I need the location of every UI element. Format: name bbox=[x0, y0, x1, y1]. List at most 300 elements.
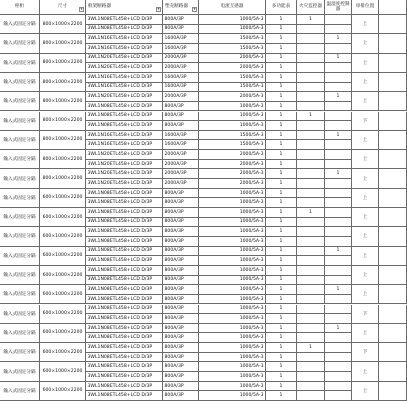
current-transformer-cell: 1000/5A-3 bbox=[199, 218, 266, 228]
position-cell: 上 bbox=[352, 15, 379, 34]
header-cabinet-type-label: 柜桁 bbox=[14, 4, 25, 10]
meter-cell: 1 bbox=[266, 256, 297, 266]
humidity-controller-cell bbox=[325, 150, 352, 160]
extra-cell bbox=[379, 73, 407, 92]
cabinet-size-cell: 800×1000×2200 bbox=[40, 15, 86, 34]
frame-breaker-cell: 3WL1N20ETL458+LCD D/3P bbox=[86, 169, 163, 179]
meter-cell: 1 bbox=[266, 169, 297, 179]
meter-cell: 1 bbox=[266, 112, 297, 122]
extra-cell bbox=[379, 34, 407, 53]
cabinet-type-cell: 输入式固定分隔 bbox=[0, 92, 40, 111]
frame-breaker-cell: 3WL1N08ETL458+LCD D/3P bbox=[86, 285, 163, 295]
meter-cell: 1 bbox=[266, 179, 297, 189]
header-frame-breaker-label: 框架断路器 bbox=[88, 4, 111, 10]
mccb-cell: 1600A/3P bbox=[163, 34, 199, 44]
extra-cell bbox=[379, 324, 407, 343]
extra-cell bbox=[379, 247, 407, 266]
current-transformer-cell: 1000/5A-3 bbox=[199, 314, 266, 324]
fire-monitor-cell bbox=[297, 102, 325, 112]
fire-monitor-cell bbox=[297, 54, 325, 64]
position-cell: 下 bbox=[352, 305, 379, 324]
cabinet-type-cell: 输入式固定分隔 bbox=[0, 169, 40, 188]
header-size-label: 尺寸 bbox=[57, 4, 68, 10]
meter-cell: 1 bbox=[266, 353, 297, 363]
position-cell: 上 bbox=[352, 247, 379, 266]
fire-monitor-cell bbox=[297, 362, 325, 372]
frame-breaker-cell: 3WL1N08ETL458+LCD D/3P bbox=[86, 276, 163, 286]
position-cell: 上 bbox=[352, 131, 379, 150]
header-fire-monitor bbox=[297, 0, 325, 15]
humidity-controller-cell bbox=[325, 382, 352, 392]
fire-monitor-cell bbox=[297, 285, 325, 295]
fire-monitor-cell bbox=[297, 63, 325, 73]
fire-monitor-cell bbox=[297, 333, 325, 343]
humidity-controller-cell bbox=[325, 112, 352, 122]
current-transformer-cell: 1000/5A-3 bbox=[199, 198, 266, 208]
cabinet-size-cell: 800×1000×2200 bbox=[40, 92, 86, 111]
position-cell: 上 bbox=[352, 34, 379, 53]
cabinet-size-cell: 600×1000×2200 bbox=[40, 305, 86, 324]
cabinet-size-cell: 800×1000×2200 bbox=[40, 112, 86, 131]
frame-breaker-cell: 3WL1N08ETL458+LCD D/3P bbox=[86, 256, 163, 266]
humidity-controller-cell bbox=[325, 372, 352, 382]
fire-monitor-cell bbox=[297, 83, 325, 93]
meter-cell: 1 bbox=[266, 83, 297, 93]
current-transformer-cell: 1000/5A-3 bbox=[199, 121, 266, 131]
frame-breaker-cell: 3WL1N08ETL458+LCD D/3P bbox=[86, 208, 163, 218]
humidity-controller-cell bbox=[325, 160, 352, 170]
current-transformer-cell: 1000/5A-3 bbox=[199, 112, 266, 122]
frame-breaker-cell: 3WL1N08ETL458+LCD D/3P bbox=[86, 25, 163, 35]
header-size bbox=[40, 0, 86, 15]
fire-monitor-cell bbox=[297, 295, 325, 305]
mccb-cell: 800A/3P bbox=[163, 25, 199, 35]
meter-cell: 1 bbox=[266, 218, 297, 228]
mccb-cell: 800A/3P bbox=[163, 305, 199, 315]
meter-cell: 1 bbox=[266, 102, 297, 112]
header-frame-breaker bbox=[86, 0, 163, 15]
mccb-cell: 800A/3P bbox=[163, 256, 199, 266]
humidity-controller-cell bbox=[325, 140, 352, 150]
humidity-controller-cell bbox=[325, 276, 352, 286]
current-transformer-cell: 1000/5A-3 bbox=[199, 276, 266, 286]
frame-breaker-cell: 3WL1N08ETL458+LCD D/3P bbox=[86, 324, 163, 334]
meter-cell: 1 bbox=[266, 295, 297, 305]
humidity-controller-cell: 1 bbox=[325, 324, 352, 334]
frame-breaker-cell: 3WL1N08ETL458+LCD D/3P bbox=[86, 112, 163, 122]
fire-monitor-cell bbox=[297, 150, 325, 160]
cabinet-type-cell: 输入式固定分隔 bbox=[0, 285, 40, 304]
meter-cell: 1 bbox=[266, 237, 297, 247]
fire-monitor-cell bbox=[297, 121, 325, 131]
meter-cell: 1 bbox=[266, 382, 297, 392]
header-current-transformer-label: 电流互感器 bbox=[220, 4, 244, 10]
meter-cell: 1 bbox=[266, 189, 297, 199]
meter-cell: 1 bbox=[266, 63, 297, 73]
fire-monitor-cell bbox=[297, 256, 325, 266]
meter-cell: 1 bbox=[266, 150, 297, 160]
position-cell: 上 bbox=[352, 92, 379, 111]
fire-monitor-cell: 1 bbox=[297, 112, 325, 122]
extra-cell bbox=[379, 150, 407, 169]
position-cell: 上 bbox=[352, 73, 379, 92]
mccb-cell: 800A/3P bbox=[163, 102, 199, 112]
fire-monitor-cell bbox=[297, 353, 325, 363]
mccb-cell: 800A/3P bbox=[163, 247, 199, 257]
mccb-cell: 800A/3P bbox=[163, 266, 199, 276]
cabinet-size-cell: 600×1000×2200 bbox=[40, 208, 86, 227]
header-cabinet-type bbox=[0, 0, 40, 15]
fire-monitor-cell bbox=[297, 237, 325, 247]
meter-cell: 1 bbox=[266, 198, 297, 208]
cabinet-size-cell: 600×1000×2200 bbox=[40, 362, 86, 381]
current-transformer-cell: 1000/5A-3 bbox=[199, 391, 266, 401]
meter-cell: 1 bbox=[266, 247, 297, 257]
position-cell: 上 bbox=[352, 54, 379, 73]
mccb-cell: 800A/3P bbox=[163, 362, 199, 372]
current-transformer-cell: 1000/5A-3 bbox=[199, 189, 266, 199]
humidity-controller-cell bbox=[325, 198, 352, 208]
mccb-cell: 800A/3P bbox=[163, 333, 199, 343]
meter-cell: 1 bbox=[266, 92, 297, 102]
current-transformer-cell: 1500/5A-3 bbox=[199, 140, 266, 150]
extra-cell bbox=[379, 131, 407, 150]
current-transformer-cell: 1000/5A-3 bbox=[199, 247, 266, 257]
mccb-cell: 800A/3P bbox=[163, 295, 199, 305]
current-transformer-cell: 2000/5A-3 bbox=[199, 150, 266, 160]
cabinet-type-cell: 输入式固定分隔 bbox=[0, 324, 40, 343]
mccb-cell: 1600A/3P bbox=[163, 44, 199, 54]
current-transformer-cell: 1500/5A-3 bbox=[199, 131, 266, 141]
frame-breaker-cell: 3WL1N16ETL458+LCD D/3P bbox=[86, 44, 163, 54]
current-transformer-cell: 1000/5A-3 bbox=[199, 256, 266, 266]
current-transformer-cell: 2000/5A-3 bbox=[199, 169, 266, 179]
meter-cell: 1 bbox=[266, 25, 297, 35]
current-transformer-cell: 2000/5A-3 bbox=[199, 92, 266, 102]
meter-cell: 1 bbox=[266, 333, 297, 343]
meter-cell: 1 bbox=[266, 362, 297, 372]
frame-breaker-cell: 3WL1N20ETL458+LCD D/3P bbox=[86, 150, 163, 160]
humidity-controller-cell bbox=[325, 44, 352, 54]
mccb-cell: 800A/3P bbox=[163, 276, 199, 286]
header-fire-monitor-label: 火灾监控器 bbox=[299, 4, 322, 10]
position-cell: 上 bbox=[352, 208, 379, 227]
extra-cell bbox=[379, 227, 407, 246]
current-transformer-cell: 1500/5A-3 bbox=[199, 44, 266, 54]
mccb-cell: 2000A/3P bbox=[163, 150, 199, 160]
current-transformer-cell: 1000/5A-3 bbox=[199, 324, 266, 334]
meter-cell: 1 bbox=[266, 121, 297, 131]
mccb-cell: 2000A/3P bbox=[163, 179, 199, 189]
cabinet-size-cell: 600×1000×2200 bbox=[40, 343, 86, 362]
humidity-controller-cell: 1 bbox=[325, 247, 352, 257]
humidity-controller-cell bbox=[325, 237, 352, 247]
current-transformer-cell: 1000/5A-3 bbox=[199, 15, 266, 25]
fire-monitor-cell bbox=[297, 179, 325, 189]
current-transformer-cell: 1000/5A-3 bbox=[199, 382, 266, 392]
extra-cell bbox=[379, 362, 407, 381]
meter-cell: 1 bbox=[266, 34, 297, 44]
meter-cell: 1 bbox=[266, 343, 297, 353]
cabinet-type-cell: 输入式固定分隔 bbox=[0, 227, 40, 246]
frame-breaker-cell: 3WL1N16ETL458+LCD D/3P bbox=[86, 83, 163, 93]
cabinet-size-cell: 800×1000×2200 bbox=[40, 150, 86, 169]
position-cell: 上 bbox=[352, 227, 379, 246]
extra-cell bbox=[379, 305, 407, 324]
extra-cell bbox=[379, 189, 407, 208]
position-cell: 下 bbox=[352, 112, 379, 131]
fire-monitor-cell bbox=[297, 372, 325, 382]
current-transformer-cell: 1500/5A-3 bbox=[199, 83, 266, 93]
humidity-controller-cell bbox=[325, 218, 352, 228]
mccb-cell: 800A/3P bbox=[163, 112, 199, 122]
frame-breaker-cell: 3WL1N08ETL458+LCD D/3P bbox=[86, 343, 163, 353]
cabinet-size-cell: 600×1000×2200 bbox=[40, 266, 86, 285]
frame-breaker-cell: 3WL1N08ETL458+LCD D/3P bbox=[86, 333, 163, 343]
cabinet-size-cell: 800×1000×2200 bbox=[40, 73, 86, 92]
cabinet-type-cell: 输入式固定分隔 bbox=[0, 247, 40, 266]
header-position bbox=[352, 0, 379, 15]
extra-cell bbox=[379, 92, 407, 111]
humidity-controller-cell: 1 bbox=[325, 34, 352, 44]
cabinet-type-cell: 输入式固定分隔 bbox=[0, 54, 40, 73]
frame-breaker-cell: 3WL1N08ETL458+LCD D/3P bbox=[86, 218, 163, 228]
frame-breaker-cell: 3WL1N08ETL458+LCD D/3P bbox=[86, 266, 163, 276]
cabinet-size-cell: 600×1000×2200 bbox=[40, 382, 86, 401]
mccb-cell: 2000A/3P bbox=[163, 54, 199, 64]
cabinet-size-cell: 800×1000×2200 bbox=[40, 131, 86, 150]
frame-breaker-cell: 3WL1N20ETL458+LCD D/3P bbox=[86, 179, 163, 189]
cabinet-type-cell: 输入式固定分隔 bbox=[0, 15, 40, 34]
frame-breaker-cell: 3WL1N16ETL458+LCD D/3P bbox=[86, 34, 163, 44]
current-transformer-cell: 1000/5A-3 bbox=[199, 353, 266, 363]
cabinet-size-cell: 600×1000×2200 bbox=[40, 324, 86, 343]
fire-monitor-cell bbox=[297, 160, 325, 170]
filter-dropdown-icon[interactable]: ▾ bbox=[157, 7, 160, 11]
mccb-cell: 1600A/3P bbox=[163, 73, 199, 83]
cabinet-size-cell: 600×1000×2200 bbox=[40, 227, 86, 246]
humidity-controller-cell bbox=[325, 189, 352, 199]
meter-cell: 1 bbox=[266, 285, 297, 295]
fire-monitor-cell bbox=[297, 73, 325, 83]
mccb-cell: 800A/3P bbox=[163, 189, 199, 199]
fire-monitor-cell bbox=[297, 266, 325, 276]
cabinet-type-cell: 输入式固定分隔 bbox=[0, 189, 40, 208]
humidity-controller-cell bbox=[325, 295, 352, 305]
mccb-cell: 2000A/3P bbox=[163, 160, 199, 170]
meter-cell: 1 bbox=[266, 15, 297, 25]
header-mccb-label: 塑壳断路器 bbox=[165, 4, 188, 10]
mccb-cell: 2000A/3P bbox=[163, 63, 199, 73]
mccb-cell: 800A/3P bbox=[163, 237, 199, 247]
header-current-transformer bbox=[199, 0, 266, 15]
extra-cell bbox=[379, 112, 407, 131]
current-transformer-cell: 1000/5A-3 bbox=[199, 343, 266, 353]
humidity-controller-cell bbox=[325, 227, 352, 237]
meter-cell: 1 bbox=[266, 54, 297, 64]
fire-monitor-cell: 1 bbox=[297, 15, 325, 25]
header-multifunction-meter-label: 多功能表 bbox=[271, 4, 291, 10]
filter-dropdown-icon[interactable]: ▾ bbox=[80, 7, 83, 11]
current-transformer-cell: 2000/5A-3 bbox=[199, 160, 266, 170]
fire-monitor-cell bbox=[297, 34, 325, 44]
header-humidity-controller-label: 温湿度控制器 bbox=[326, 1, 350, 12]
current-transformer-cell: 2000/5A-3 bbox=[199, 63, 266, 73]
position-cell: 上 bbox=[352, 189, 379, 208]
header-mccb bbox=[163, 0, 199, 15]
extra-cell bbox=[379, 169, 407, 188]
cabinet-type-cell: 输入式固定分隔 bbox=[0, 343, 40, 362]
fire-monitor-cell bbox=[297, 131, 325, 141]
humidity-controller-cell bbox=[325, 333, 352, 343]
humidity-controller-cell bbox=[325, 102, 352, 112]
cabinet-size-cell: 600×1000×2200 bbox=[40, 285, 86, 304]
humidity-controller-cell bbox=[325, 353, 352, 363]
extra-cell bbox=[379, 208, 407, 227]
meter-cell: 1 bbox=[266, 208, 297, 218]
meter-cell: 1 bbox=[266, 227, 297, 237]
humidity-controller-cell bbox=[325, 179, 352, 189]
humidity-controller-cell bbox=[325, 208, 352, 218]
mccb-cell: 800A/3P bbox=[163, 343, 199, 353]
meter-cell: 1 bbox=[266, 131, 297, 141]
humidity-controller-cell bbox=[325, 83, 352, 93]
current-transformer-cell: 1000/5A-3 bbox=[199, 227, 266, 237]
frame-breaker-cell: 3WL1N08ETL458+LCD D/3P bbox=[86, 237, 163, 247]
cabinet-size-cell: 600×1000×2200 bbox=[40, 189, 86, 208]
extra-cell bbox=[379, 382, 407, 401]
mccb-cell: 800A/3P bbox=[163, 353, 199, 363]
mccb-cell: 800A/3P bbox=[163, 382, 199, 392]
humidity-controller-cell bbox=[325, 266, 352, 276]
frame-breaker-cell: 3WL1N08ETL458+LCD D/3P bbox=[86, 362, 163, 372]
mccb-cell: 800A/3P bbox=[163, 218, 199, 228]
cabinet-type-cell: 输入式固定分隔 bbox=[0, 150, 40, 169]
humidity-controller-cell bbox=[325, 25, 352, 35]
position-cell: 上 bbox=[352, 324, 379, 343]
mccb-cell: 2000A/3P bbox=[163, 169, 199, 179]
cabinet-type-cell: 输入式固定分隔 bbox=[0, 208, 40, 227]
fire-monitor-cell bbox=[297, 198, 325, 208]
humidity-controller-cell bbox=[325, 343, 352, 353]
current-transformer-cell: 2000/5A-3 bbox=[199, 54, 266, 64]
position-cell: 上 bbox=[352, 362, 379, 381]
filter-dropdown-icon[interactable]: ▾ bbox=[193, 7, 196, 11]
cabinet-type-cell: 输入式固定分隔 bbox=[0, 34, 40, 53]
fire-monitor-cell bbox=[297, 25, 325, 35]
position-cell: 上 bbox=[352, 285, 379, 304]
frame-breaker-cell: 3WL1N08ETL458+LCD D/3P bbox=[86, 189, 163, 199]
cabinet-size-cell: 800×1000×2200 bbox=[40, 34, 86, 53]
humidity-controller-cell bbox=[325, 256, 352, 266]
humidity-controller-cell: 1 bbox=[325, 131, 352, 141]
current-transformer-cell: 1000/5A-3 bbox=[199, 102, 266, 112]
meter-cell: 1 bbox=[266, 160, 297, 170]
frame-breaker-cell: 3WL1N08ETL458+LCD D/3P bbox=[86, 121, 163, 131]
frame-breaker-cell: 3WL1N08ETL458+LCD D/3P bbox=[86, 305, 163, 315]
position-cell: 上 bbox=[352, 150, 379, 169]
cabinet-size-cell: 800×1000×2200 bbox=[40, 169, 86, 188]
current-transformer-cell: 1000/5A-3 bbox=[199, 295, 266, 305]
header-humidity-controller bbox=[325, 0, 352, 15]
extra-cell bbox=[379, 54, 407, 73]
cabinet-type-cell: 输入式固定分隔 bbox=[0, 382, 40, 401]
position-cell: 上 bbox=[352, 169, 379, 188]
extra-cell bbox=[379, 15, 407, 34]
frame-breaker-cell: 3WL1N20ETL458+LCD D/3P bbox=[86, 160, 163, 170]
mccb-cell: 2000A/3P bbox=[163, 92, 199, 102]
cabinet-type-cell: 输入式固定分隔 bbox=[0, 131, 40, 150]
current-transformer-cell: 1000/5A-3 bbox=[199, 208, 266, 218]
frame-breaker-cell: 3WL1N16ETL458+LCD D/3P bbox=[86, 140, 163, 150]
fire-monitor-cell bbox=[297, 189, 325, 199]
fire-monitor-cell bbox=[297, 44, 325, 54]
fire-monitor-cell bbox=[297, 305, 325, 315]
fire-monitor-cell bbox=[297, 324, 325, 334]
frame-breaker-cell: 3WL1N08ETL458+LCD D/3P bbox=[86, 382, 163, 392]
fire-monitor-cell bbox=[297, 227, 325, 237]
extra-cell bbox=[379, 343, 407, 362]
mccb-cell: 1600A/3P bbox=[163, 83, 199, 93]
current-transformer-cell: 1000/5A-3 bbox=[199, 305, 266, 315]
frame-breaker-cell: 3WL1N08ETL458+LCD D/3P bbox=[86, 247, 163, 257]
header-extra bbox=[379, 0, 407, 15]
cabinet-type-cell: 输入式固定分隔 bbox=[0, 362, 40, 381]
frame-breaker-cell: 3WL1N08ETL458+LCD D/3P bbox=[86, 102, 163, 112]
current-transformer-cell: 1000/5A-3 bbox=[199, 237, 266, 247]
fire-monitor-cell: 1 bbox=[297, 208, 325, 218]
current-transformer-cell: 1000/5A-3 bbox=[199, 25, 266, 35]
frame-breaker-cell: 3WL1N16ETL458+LCD D/3P bbox=[86, 73, 163, 83]
fire-monitor-cell bbox=[297, 247, 325, 257]
mccb-cell: 800A/3P bbox=[163, 314, 199, 324]
frame-breaker-cell: 3WL1N08ETL458+LCD D/3P bbox=[86, 372, 163, 382]
frame-breaker-cell: 3WL1N20ETL458+LCD D/3P bbox=[86, 63, 163, 73]
mccb-cell: 800A/3P bbox=[163, 324, 199, 334]
frame-breaker-cell: 3WL1N08ETL458+LCD D/3P bbox=[86, 15, 163, 25]
fire-monitor-cell bbox=[297, 314, 325, 324]
current-transformer-cell: 1000/5A-3 bbox=[199, 266, 266, 276]
cabinet-size-cell: 600×1000×2200 bbox=[40, 247, 86, 266]
meter-cell: 1 bbox=[266, 305, 297, 315]
frame-breaker-cell: 3WL1N16ETL458+LCD D/3P bbox=[86, 131, 163, 141]
fire-monitor-cell bbox=[297, 92, 325, 102]
cabinet-type-cell: 输入式固定分隔 bbox=[0, 73, 40, 92]
humidity-controller-cell: 1 bbox=[325, 169, 352, 179]
humidity-controller-cell: 1 bbox=[325, 92, 352, 102]
humidity-controller-cell bbox=[325, 73, 352, 83]
frame-breaker-cell: 3WL1N08ETL458+LCD D/3P bbox=[86, 227, 163, 237]
mccb-cell: 800A/3P bbox=[163, 227, 199, 237]
frame-breaker-cell: 3WL1N20ETL458+LCD D/3P bbox=[86, 54, 163, 64]
position-cell: 上 bbox=[352, 266, 379, 285]
fire-monitor-cell: 1 bbox=[297, 343, 325, 353]
fire-monitor-cell bbox=[297, 140, 325, 150]
mccb-cell: 800A/3P bbox=[163, 208, 199, 218]
humidity-controller-cell bbox=[325, 121, 352, 131]
header-position-label: 审排位置 bbox=[355, 4, 375, 10]
meter-cell: 1 bbox=[266, 44, 297, 54]
current-transformer-cell: 1500/5A-3 bbox=[199, 73, 266, 83]
humidity-controller-cell bbox=[325, 314, 352, 324]
fire-monitor-cell bbox=[297, 276, 325, 286]
frame-breaker-cell: 3WL1N08ETL458+LCD D/3P bbox=[86, 295, 163, 305]
current-transformer-cell: 1500/5A-3 bbox=[199, 34, 266, 44]
mccb-cell: 800A/3P bbox=[163, 372, 199, 382]
fire-monitor-cell bbox=[297, 382, 325, 392]
extra-cell bbox=[379, 285, 407, 304]
cabinet-size-cell: 800×1000×2200 bbox=[40, 54, 86, 73]
